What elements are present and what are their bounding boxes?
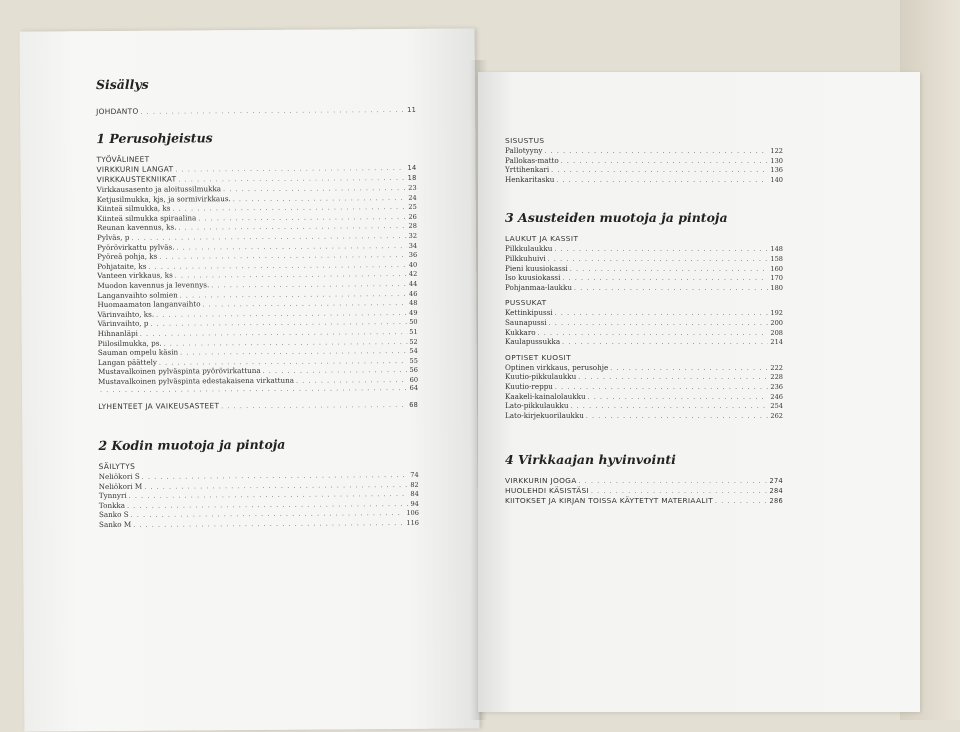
bags-entries [505,244,783,292]
dot-leader [561,157,769,167]
dot-leader [544,147,768,157]
toc-entry-label: Virkkausasento ja aloitussilmukka [96,184,222,195]
dot-leader [555,383,768,393]
chapter-2-title: 2 Kodin muotoja ja pintoja [98,436,286,454]
toc-entry-page: 254 [770,402,783,411]
toc-entry-label: Saunapussi [505,317,547,327]
toc-entry [505,318,783,328]
toc-entry-label: HUOLEHDI KÄSISTÄSI [505,486,589,496]
dot-leader [571,402,769,412]
dot-leader [586,412,769,422]
toc-entry-label: Kettinkipussi [505,308,553,318]
toc-entry-page: 82 [410,480,419,489]
toc-entry-label: Huomaamaton langanvaihto [97,299,201,310]
section-optical-patterns: OPTISET KUOSIT [505,352,572,362]
dot-leader [579,477,768,487]
toc-entry-page: 32 [408,231,418,240]
chapter-3-title: 3 Asusteiden muotoja ja pintoja [505,210,728,226]
toc-entry-page: 222 [770,363,783,372]
toc-entry-page: 236 [770,382,783,391]
toc-entry [505,392,783,402]
toc-entry-page: 214 [770,338,783,347]
toc-entry-page: 130 [770,156,783,165]
toc-entry-label: Reunan kavennus, ks. [96,222,177,233]
toc-entry [505,363,783,373]
toc-entry [505,328,783,338]
toc-entry-page: 52 [409,337,418,346]
toc-entry-label: Hihnanläpi [97,328,138,338]
toc-entry-label: Langanvaihto solmien [97,290,178,300]
chapter-4-entries [505,476,783,506]
toc-entry-page: 208 [770,328,783,337]
toc-entry-page: 200 [770,318,783,327]
toc-entry-page: 28 [408,222,417,231]
toc-entry-label: Neliökori S [98,471,140,482]
toc-entry-page: 46 [408,289,418,298]
toc-entry-page: 34 [408,241,418,250]
toc-entry-label: Pilkkulaukku [505,244,553,254]
toc-entry-label: Pallokas-matto [505,155,559,165]
toc-entry-label: Vanteen virkkaus, ks [97,270,173,281]
toc-entry-page: 54 [409,346,418,355]
toc-entry-label: Muodon kavennus ja levennys. [97,280,210,290]
toc-entry-page: 180 [770,283,783,292]
dot-leader [556,176,768,186]
toc-entry [505,283,783,293]
toc-entry-page: 14 [407,163,417,172]
toc-entry-label: Sanko S [98,510,129,520]
toc-entry-page: 94 [410,499,419,508]
toc-entry-label: KIITOKSET JA KIRJAN TOISSA KÄYTETYT MATERIAALIT [505,496,714,506]
toc-entry-label: Pylväs, p [96,232,130,243]
toc-entry [505,264,783,274]
toc-entry-page: 49 [409,308,418,317]
toc-entry-label: Henkaritasku [505,174,555,184]
toc-entry-page: 192 [770,309,783,318]
toc-entry-page: 55 [409,356,418,365]
toc-entry [505,146,783,156]
toc-entry [505,476,783,486]
toc-entry-page: 136 [770,166,783,175]
toc-entry-page: 64 [409,384,419,393]
toc-entry-page: 24 [408,193,417,202]
toc-entry-label: Värinvaihto, p [97,319,149,329]
toc-entry-page: 60 [409,375,419,384]
toc-entry-label: Lato-kirjekuorilaukku [505,410,584,420]
toc-entry-label: Yrttihenkari [505,165,550,175]
toc-entry-page: 36 [408,250,418,260]
dot-leader [562,274,768,284]
toc-left [96,75,419,530]
toc-entry [505,496,783,506]
toc-entry-label: Mustavalkoinen pylväspinta pyörövirkattuna [97,366,261,377]
toc-entry-page: 48 [409,298,418,308]
dot-leader [551,166,768,176]
toc-entry [505,401,783,411]
dot-leader [133,519,404,530]
toc-entry [505,165,783,175]
toc-entry-page: 42 [408,270,418,279]
toc-entry-page: 122 [770,147,783,155]
dot-leader [554,245,768,255]
toc-entry-label: Optinen virkkaus, perusohje [505,362,609,372]
toc-entry-label: Kukkaro [505,327,536,337]
toc-entry [505,337,783,347]
toc-entry-page: 274 [769,477,783,486]
toc-entry-page: 246 [770,392,783,401]
toc-entry-page: 140 [770,175,783,184]
toc-entry-label: Kaakeli-kainalolaukku [505,391,586,401]
dot-leader [538,329,769,339]
toc-entry-page: 23 [408,183,417,192]
toc-entry-page: 148 [770,245,783,254]
optical-entries [505,363,783,421]
toc-entry-label: Kiinteä silmukka spiraalina [96,213,197,223]
chapter-1-entries [96,153,418,396]
toc-entry [505,486,783,496]
toc-entry-label: Sanko M [98,519,132,530]
toc-entry-page: 228 [770,373,783,382]
toc-entry-page: 286 [769,497,783,506]
decor-entries [505,146,783,184]
toc-entry-label: Tonkka [98,500,126,510]
toc-entry-page: 40 [408,260,418,269]
section-pouches: PUSSUKAT [505,298,547,308]
left-page [20,28,480,731]
toc-entry-label: Neliökori M [98,481,143,491]
toc-entry-label: Kuutio-pikkulaukku [505,372,577,382]
section-storage: SÄILYTYS [98,461,136,472]
toc-entry-label: Pyöreä pohja, ks [97,251,158,262]
toc-entry-page: 74 [410,470,419,479]
toc-entry-page: 106 [406,509,419,518]
toc-entry-page: 284 [769,487,783,496]
toc-entry-page: 18 [407,173,417,182]
chapter-2-entries [99,470,419,530]
toc-entry-label: Iso kuusiokassi [505,273,561,283]
toc-entry-label: Tynnyri [98,491,127,501]
toc-entry-label: VIRKKURIN JOOGA [505,476,577,486]
toc-entry-label: Lato-pikkulaukku [505,401,569,411]
dot-leader [549,319,769,329]
dot-leader [570,265,769,275]
toc-entry-page: 44 [408,279,418,288]
toc-entry [505,382,783,392]
toc-entry-label: Piilosilmukka, ps. [97,338,162,348]
toc-entry-label: Värinvaihto, ks. [97,309,155,319]
toc-entry-label: Pohjataite, ks [97,261,147,271]
toc-entry [505,308,783,318]
toc-entry [505,411,783,421]
toc-entry-page: 262 [770,411,783,420]
toc-entry-label: Pallotyyny [505,146,543,155]
toc-entry-label: Langan päättely [97,357,157,367]
toc-entry-label: Kiinteä silmukka, ks [96,203,171,214]
toc-entry-label: Pohjanmaa-laukku [505,282,573,292]
toc-entry [505,156,783,166]
dot-leader [715,497,767,507]
toc-entry-page: 56 [409,366,418,375]
section-bags: LAUKUT JA KASSIT [505,234,579,244]
toc-entry-page: 116 [406,518,420,527]
toc-entry [505,244,783,254]
dot-leader [562,338,768,348]
toc-entry-page: 25 [408,203,417,212]
toc-entry-label: Mustavalkoinen pylväspinta edestakaisena virkattuna [97,375,295,386]
toc-entry-label: Kuutio-reppu [505,381,553,391]
dot-leader [574,284,768,294]
toc-entry-page: 50 [409,318,418,327]
toc-title: Sisällys [95,76,149,93]
dot-leader [548,255,769,265]
dot-leader [588,393,769,403]
dot-leader [578,373,768,383]
chapter-4-title: 4 Virkkaajan hyvinvointi [505,452,676,468]
dot-leader [555,309,769,319]
toc-entry-page: 158 [770,254,783,263]
toc-entry [505,372,783,382]
toc-right [505,136,783,506]
toc-entry-abbreviations: LYHENTEET JA VAIKEUSASTEET . . . 68 [98,400,418,412]
toc-entry-label: Pyörövirkattu pylväs. [97,242,175,252]
toc-entry-label: TYÖVÄLINEET [96,154,150,165]
toc-entry-page: 51 [409,327,418,336]
toc-entry-label: Kaulapussukka [505,337,561,347]
right-page [478,72,920,712]
toc-entry [505,175,783,185]
toc-entry-page: 170 [770,274,783,283]
toc-entry [505,254,783,264]
toc-entry [505,273,783,283]
toc-entry-intro: JOHDANTO . . . 11 [96,105,416,117]
toc-entry-page: 84 [410,490,419,499]
section-decor: SISUSTUS [505,136,545,145]
toc-entry-label: Sauman ompelu käsin [97,347,179,358]
toc-entry-page: 26 [408,212,417,221]
toc-entry-label: Pieni kuusiokassi [505,263,568,273]
toc-entry-label: VIRKKURIN LANGAT [96,164,174,175]
chapter-1-title: 1 Perusohjeistus [96,130,213,147]
toc-entry-label: Ketjusilmukka, kjs, ja sormivirkkaus. [96,193,231,204]
toc-entry-label: Pilkkuhuivi [505,253,546,263]
pouches-entries [505,308,783,346]
toc-entry-page: 160 [770,264,783,273]
dot-leader [610,364,768,374]
toc-entry-label: VIRKKAUSTEKNIIKAT [96,174,177,185]
